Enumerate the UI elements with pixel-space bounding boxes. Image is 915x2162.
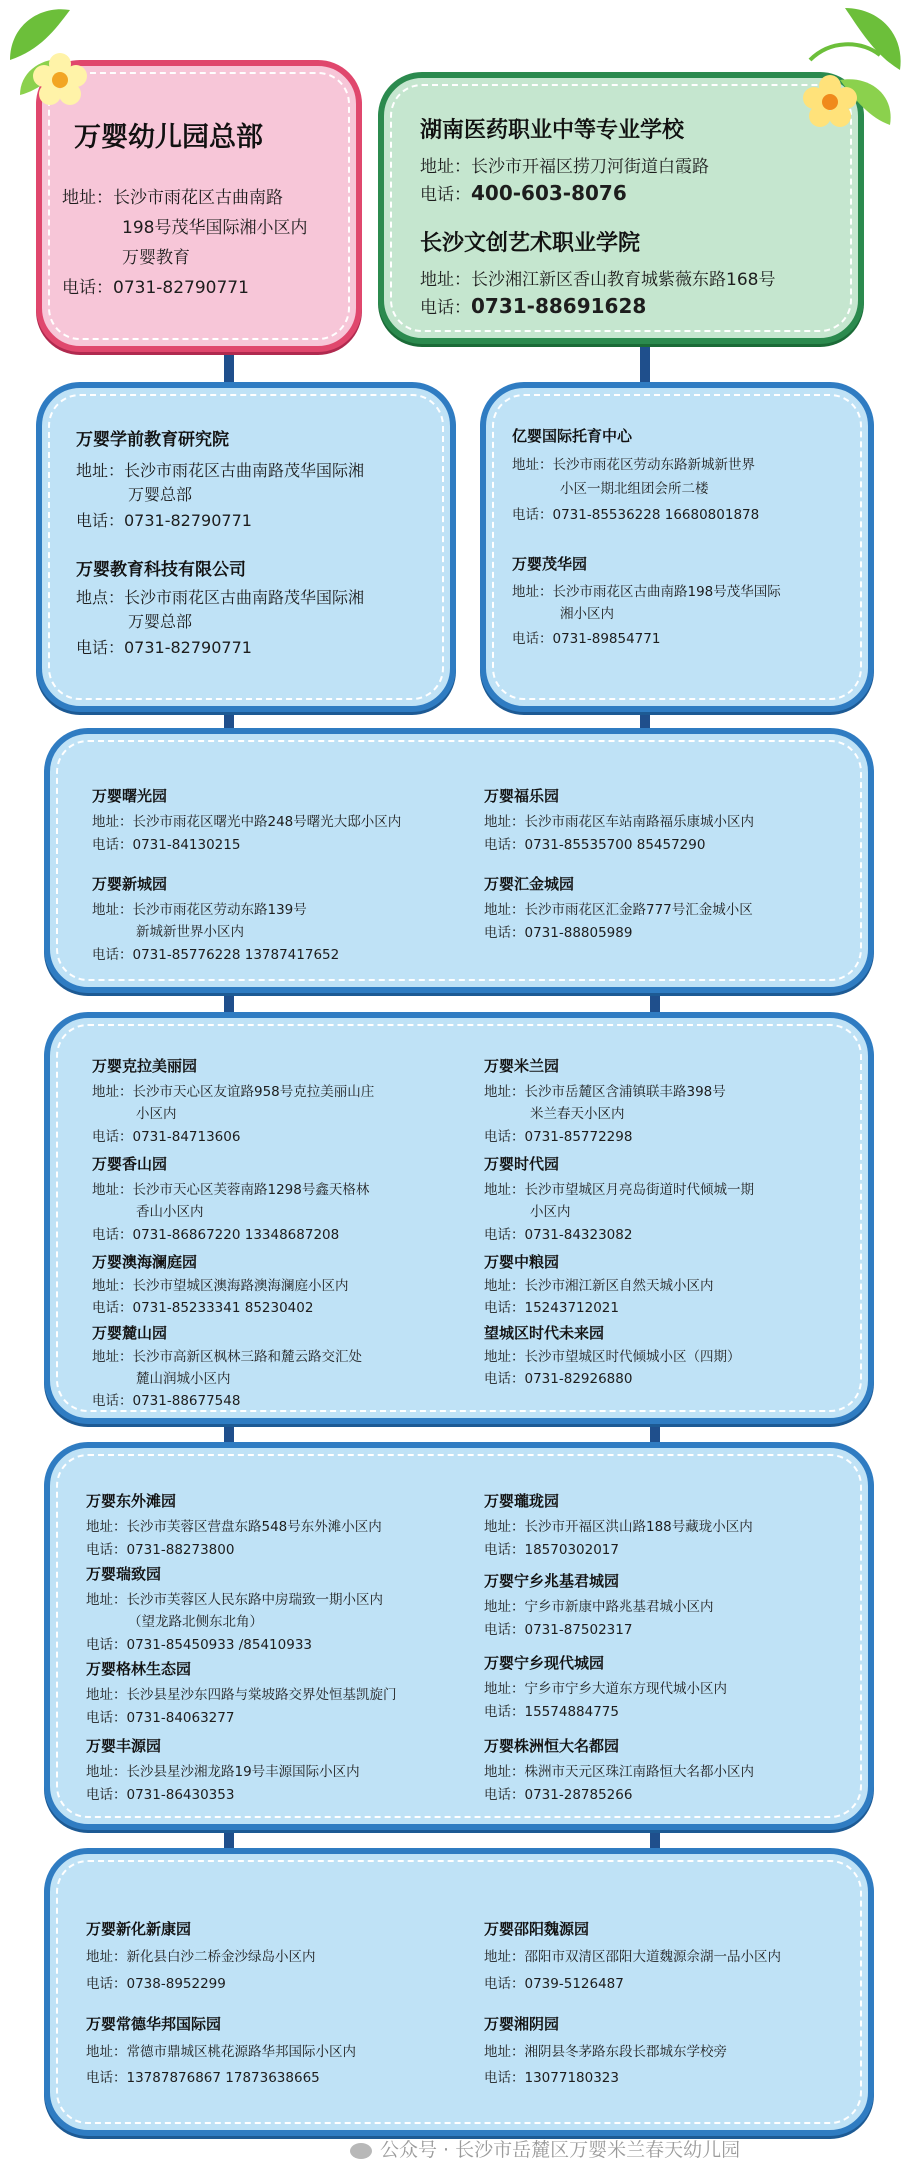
branch-ruizhi-address-2: （望龙路北侧东北角） bbox=[128, 1614, 263, 1630]
branch-changde-phone: 电话：13787876867 17873638665 bbox=[86, 2070, 320, 2086]
branch-lushan-address-1: 地址：长沙市高新区枫林三路和麓云路交汇处 bbox=[92, 1349, 362, 1365]
nursery-1-address-1: 地址：长沙市雨花区劳动东路新城新世界 bbox=[512, 457, 755, 473]
branch-longlong-title: 万婴瓏珑园 bbox=[484, 1492, 560, 1510]
watermark bbox=[350, 2135, 740, 2162]
research-1-address-1: 地址：长沙市雨花区古曲南路茂华国际湘 bbox=[76, 461, 365, 480]
branch-aohai-address: 地址：长沙市望城区澳海路澳海澜庭小区内 bbox=[92, 1278, 349, 1294]
hq-phone: 电话：0731-82790771 bbox=[62, 278, 249, 298]
branch-zhongliang-address: 地址：长沙市湘江新区自然天城小区内 bbox=[484, 1278, 714, 1294]
branch-xinhua-title: 万婴新化新康园 bbox=[86, 1920, 192, 1938]
branch-dongwaitan-phone: 电话：0731-88273800 bbox=[86, 1542, 235, 1558]
branch-gelin-title: 万婴格林生态园 bbox=[86, 1660, 192, 1678]
branch-xiangyin-title: 万婴湘阴园 bbox=[484, 2015, 560, 2033]
branch-ruizhi-title: 万婴瑞致园 bbox=[86, 1565, 162, 1583]
flower-icon bbox=[800, 72, 860, 132]
branch-ningxiang-xiandai-title: 万婴宁乡现代城园 bbox=[484, 1654, 605, 1672]
branch-fengyuan-phone: 电话：0731-86430353 bbox=[86, 1787, 235, 1803]
school-1-phone bbox=[420, 180, 627, 205]
research-2-phone: 电话：0731-82790771 bbox=[76, 638, 252, 657]
branch-shidai-address-1: 地址：长沙市望城区月亮岛街道时代倾城一期 bbox=[484, 1182, 754, 1198]
branch-longlong-phone: 电话：18570302017 bbox=[484, 1542, 619, 1558]
branch-milan-phone: 电话：0731-85772298 bbox=[484, 1129, 633, 1145]
branch-shidai-address-2: 小区内 bbox=[530, 1204, 571, 1220]
branch-kela-title: 万婴克拉美丽园 bbox=[92, 1057, 198, 1075]
school-2-phone-label: 电话： bbox=[420, 298, 471, 318]
branch-shuguang-title: 万婴曙光园 bbox=[92, 787, 168, 805]
school-2-phone bbox=[420, 293, 646, 318]
research-2-address-1: 地点：长沙市雨花区古曲南路茂华国际湘 bbox=[76, 588, 365, 607]
branch-ruizhi-phone: 电话：0731-85450933 /85410933 bbox=[86, 1637, 312, 1653]
branch-longlong-address: 地址：长沙市开福区洪山路188号藏珑小区内 bbox=[484, 1519, 753, 1535]
branch-gelin-address: 地址：长沙县星沙东四路与棠坡路交界处恒基凯旋门 bbox=[86, 1687, 397, 1703]
branch-ningxiang-xiandai-address: 地址：宁乡市宁乡大道东方现代城小区内 bbox=[484, 1681, 727, 1697]
branch-lushan-title: 万婴麓山园 bbox=[92, 1324, 168, 1342]
branch-xiangshan-address-2: 香山小区内 bbox=[136, 1204, 204, 1220]
branch-xincheng-address-1: 地址：长沙市雨花区劳动东路139号 bbox=[92, 902, 307, 918]
branch-ningxiang-xiandai-phone: 电话：15574884775 bbox=[484, 1704, 619, 1720]
branch-dongwaitan-title: 万婴东外滩园 bbox=[86, 1492, 177, 1510]
branch-zhuzhou-address: 地址：株洲市天元区珠江南路恒大名都小区内 bbox=[484, 1764, 754, 1780]
school-1-address: 地址：长沙市开福区捞刀河街道白霞路 bbox=[420, 157, 709, 177]
school-1-title: 湖南医药职业中等专业学校 bbox=[420, 118, 685, 143]
branch-ningxiang-zhaoji-title: 万婴宁乡兆基君城园 bbox=[484, 1572, 620, 1590]
branch-xinhua-address: 地址：新化县白沙二桥金沙绿岛小区内 bbox=[86, 1949, 316, 1965]
branch-shidai-phone: 电话：0731-84323082 bbox=[484, 1227, 633, 1243]
branch-shidai-title: 万婴时代园 bbox=[484, 1155, 560, 1173]
branch-xiangyin-phone: 电话：13077180323 bbox=[484, 2070, 619, 2086]
branch-lushan-phone: 电话：0731-88677548 bbox=[92, 1393, 241, 1409]
nursery-1-phone: 电话：0731-85536228 16680801878 bbox=[512, 507, 760, 523]
branch-xiangshan-phone: 电话：0731-86867220 13348687208 bbox=[92, 1227, 340, 1243]
hq-address-2: 198号茂华国际湘小区内 bbox=[122, 218, 308, 238]
research-1-address-2: 万婴总部 bbox=[128, 485, 193, 504]
branch-xiangshan-address-1: 地址：长沙市天心区芙蓉南路1298号鑫天格林 bbox=[92, 1182, 370, 1198]
branch-ningxiang-zhaoji-address: 地址：宁乡市新康中路兆基君城小区内 bbox=[484, 1599, 714, 1615]
nursery-2-phone: 电话：0731-89854771 bbox=[512, 631, 661, 647]
branch-kela-address-1: 地址：长沙市天心区友谊路958号克拉美丽山庄 bbox=[92, 1084, 375, 1100]
school-2-title: 长沙文创艺术职业学院 bbox=[420, 231, 641, 256]
branch-weilai-address: 地址：长沙市望城区时代倾城小区（四期） bbox=[484, 1349, 741, 1365]
branch-fule-phone: 电话：0731-85535700 85457290 bbox=[484, 837, 706, 853]
flower-icon bbox=[30, 50, 90, 110]
branch-shaoyang-phone: 电话：0739-5126487 bbox=[484, 1976, 624, 1992]
branch-huijin-phone: 电话：0731-88805989 bbox=[484, 925, 633, 941]
branch-fule-title: 万婴福乐园 bbox=[484, 787, 560, 805]
branch-aohai-title: 万婴澳海澜庭园 bbox=[92, 1253, 198, 1271]
school-1-phone-label: 电话： bbox=[420, 185, 471, 205]
branch-weilai-phone: 电话：0731-82926880 bbox=[484, 1371, 633, 1387]
branch-fengyuan-title: 万婴丰源园 bbox=[86, 1737, 162, 1755]
hq-title: 万婴幼儿园总部 bbox=[74, 122, 263, 153]
branch-kela-address-2: 小区内 bbox=[136, 1106, 177, 1122]
branch-ningxiang-zhaoji-phone: 电话：0731-87502317 bbox=[484, 1622, 633, 1638]
branch-lushan-address-2: 麓山润城小区内 bbox=[136, 1371, 231, 1387]
branch-shaoyang-address: 地址：邵阳市双清区邵阳大道魏源佘湖一品小区内 bbox=[484, 1949, 781, 1965]
branch-ruizhi-address-1: 地址：长沙市芙蓉区人民东路中房瑞致一期小区内 bbox=[86, 1592, 383, 1608]
branch-zhuzhou-title: 万婴株洲恒大名都园 bbox=[484, 1737, 620, 1755]
branch-fengyuan-address: 地址：长沙县星沙湘龙路19号丰源国际小区内 bbox=[86, 1764, 360, 1780]
hq-address-1: 地址：长沙市雨花区古曲南路 bbox=[62, 188, 283, 208]
research-2-title: 万婴教育科技有限公司 bbox=[76, 560, 246, 580]
branch-shuguang-phone: 电话：0731-84130215 bbox=[92, 837, 241, 853]
branch-huijin-title: 万婴汇金城园 bbox=[484, 875, 575, 893]
branch-weilai-title: 望城区时代未来园 bbox=[484, 1324, 605, 1342]
watermark-text: 公众号 · 长沙市岳麓区万婴米兰春天幼儿园 bbox=[380, 2139, 741, 2161]
branch-kela-phone: 电话：0731-84713606 bbox=[92, 1129, 241, 1145]
branch-xincheng-address-2: 新城新世界小区内 bbox=[136, 924, 244, 940]
branch-zhongliang-phone: 电话：15243712021 bbox=[484, 1300, 619, 1316]
branch-milan-address-1: 地址：长沙市岳麓区含浦镇联丰路398号 bbox=[484, 1084, 726, 1100]
branch-shuguang-address: 地址：长沙市雨花区曙光中路248号曙光大邸小区内 bbox=[92, 814, 402, 830]
nursery-1-address-2: 小区一期北组团会所二楼 bbox=[560, 481, 709, 497]
school-2-phone-number: 0731-88691628 bbox=[471, 294, 647, 318]
branch-huijin-address: 地址：长沙市雨花区汇金路777号汇金城小区 bbox=[484, 902, 753, 918]
nursery-2-title: 万婴茂华园 bbox=[512, 555, 588, 573]
school-2-address: 地址：长沙湘江新区香山教育城紫薇东路168号 bbox=[420, 270, 776, 290]
nursery-2-address-1: 地址：长沙市雨花区古曲南路198号茂华国际 bbox=[512, 584, 781, 600]
hq-address-3: 万婴教育 bbox=[122, 248, 190, 268]
branch-fule-address: 地址：长沙市雨花区车站南路福乐康城小区内 bbox=[484, 814, 754, 830]
school-1-phone-number: 400-603-8076 bbox=[471, 181, 627, 205]
nursery-2-address-2: 湘小区内 bbox=[560, 606, 614, 622]
research-1-title: 万婴学前教育研究院 bbox=[76, 430, 229, 450]
branch-shaoyang-title: 万婴邵阳魏源园 bbox=[484, 1920, 590, 1938]
branch-xincheng-phone: 电话：0731-85776228 13787417652 bbox=[92, 947, 340, 963]
branch-xincheng-title: 万婴新城园 bbox=[92, 875, 168, 893]
branch-milan-title: 万婴米兰园 bbox=[484, 1057, 560, 1075]
branch-changde-address: 地址：常德市鼎城区桃花源路华邦国际小区内 bbox=[86, 2044, 356, 2060]
branch-xinhua-phone: 电话：0738-8952299 bbox=[86, 1976, 226, 1992]
branch-xiangyin-address: 地址：湘阴县冬茅路东段长郡城东学校旁 bbox=[484, 2044, 727, 2060]
nursery-1-title: 亿婴国际托育中心 bbox=[512, 427, 633, 445]
branch-aohai-phone: 电话：0731-85233341 85230402 bbox=[92, 1300, 314, 1316]
branches-board-4 bbox=[44, 1848, 874, 2136]
branch-milan-address-2: 米兰春天小区内 bbox=[530, 1106, 625, 1122]
research-2-address-2: 万婴总部 bbox=[128, 612, 193, 631]
wechat-icon bbox=[350, 2143, 372, 2159]
branch-gelin-phone: 电话：0731-84063277 bbox=[86, 1710, 235, 1726]
branch-zhongliang-title: 万婴中粮园 bbox=[484, 1253, 560, 1271]
branch-xiangshan-title: 万婴香山园 bbox=[92, 1155, 168, 1173]
branch-zhuzhou-phone: 电话：0731-28785266 bbox=[484, 1787, 633, 1803]
branch-dongwaitan-address: 地址：长沙市芙蓉区营盘东路548号东外滩小区内 bbox=[86, 1519, 382, 1535]
research-1-phone: 电话：0731-82790771 bbox=[76, 511, 252, 530]
branch-changde-title: 万婴常德华邦国际园 bbox=[86, 2015, 222, 2033]
